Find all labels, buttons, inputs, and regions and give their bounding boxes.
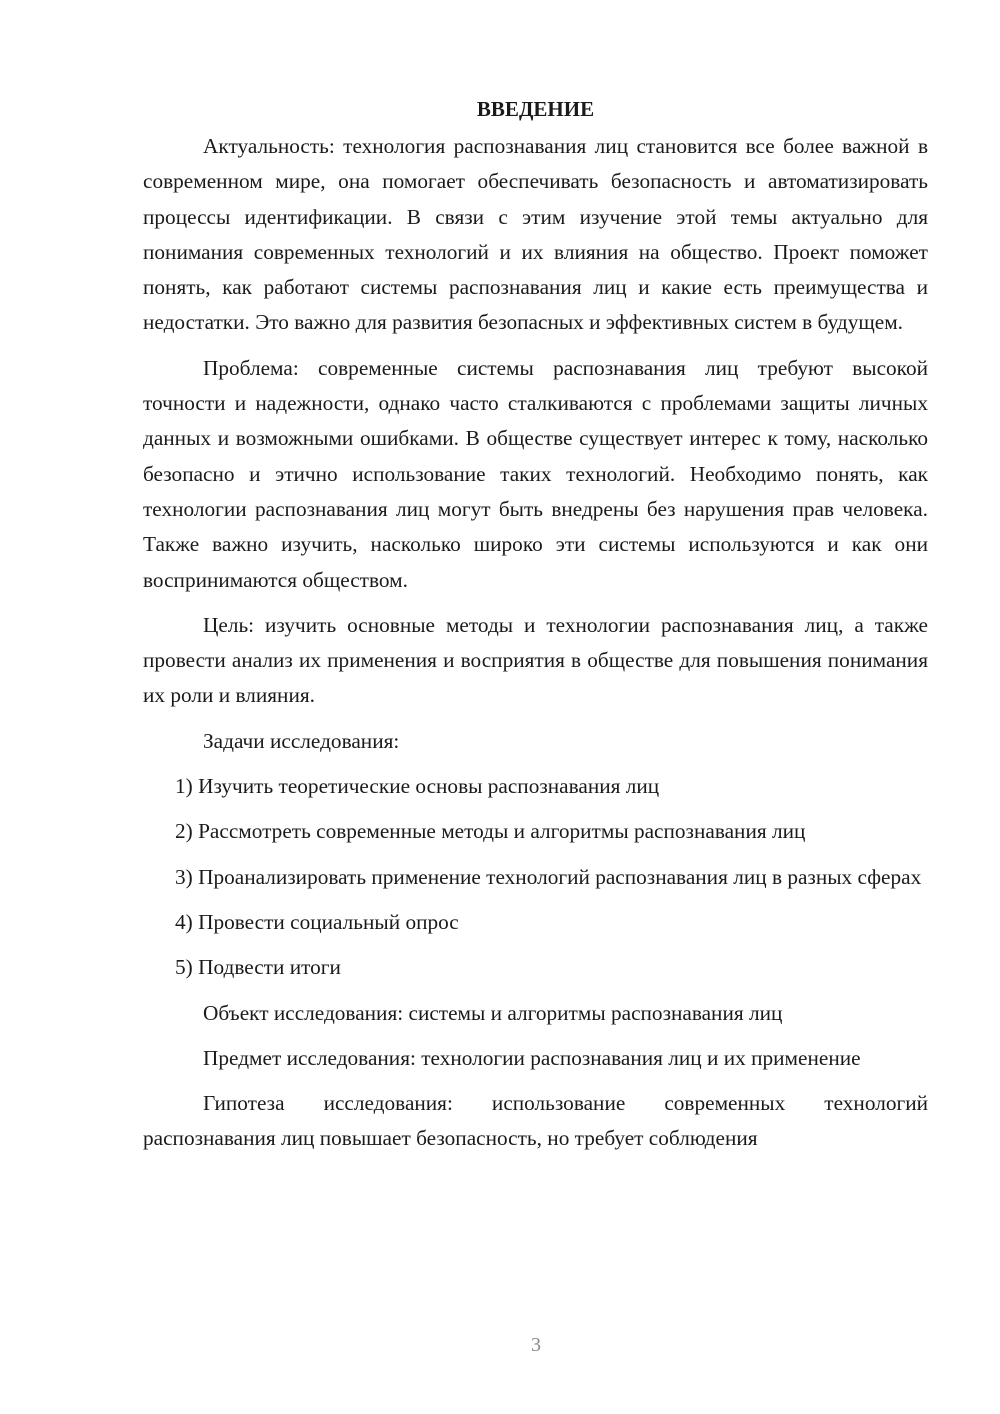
page-title: ВВЕДЕНИЕ xyxy=(476,97,595,121)
document-page xyxy=(143,92,928,1167)
task-item-5: 5) Подвести итоги xyxy=(175,955,341,980)
paragraph-problem: Проблема: современные системы распознавания лиц требуют высокой точности и надежности, однако часто сталкиваются с проблемами защиты личных данных и возможными ошибками. В обществе существует интерес к тому, насколько безопасно и этично использование таких технологий. Необходимо понять, как технологии распознавания лиц могут быть внедрены без нарушения прав человека. Также важно изучить, насколько широко эти системы используются и как они воспринимаются обществом. xyxy=(143,355,928,592)
task-item-3: 3) Проанализировать применение технологий распознавания лиц в разных сферах xyxy=(175,864,922,889)
paragraph-goal: Цель: изучить основные методы и технологии распознавания лиц, а также провести анализ их применения и восприятия в обществе для повышения понимания их роли и влияния. xyxy=(143,612,928,708)
paragraph-subject: Предмет исследования: технологии распознавания лиц и их применение xyxy=(203,1045,861,1070)
paragraph-relevance: Актуальность: технология распознавания лиц становится все более важной в современном мире, она помогает обеспечивать безопасность и автоматизировать процессы идентификации. В связи с этим изучение этой темы актуально для понимания современных технологий и их влияния на общество. Проект поможет понять, как работают системы распознавания лиц и какие есть преимущества и недостатки. Это важно для развития безопасных и эффективных систем в будущем. xyxy=(143,134,928,335)
task-item-4: 4) Провести социальный опрос xyxy=(175,909,459,934)
paragraph-hypothesis: Гипотеза исследования: использование современных технологий распознавания лиц повышает безопасность, но требует соблюдения xyxy=(143,1091,928,1151)
tasks-heading: Задачи исследования: xyxy=(203,728,400,753)
task-item-2: 2) Рассмотреть современные методы и алгоритмы распознавания лиц xyxy=(175,819,806,844)
task-item-1: 1) Изучить теоретические основы распознавания лиц xyxy=(175,774,660,799)
paragraph-object: Объект исследования: системы и алгоритмы распознавания лиц xyxy=(203,1000,783,1025)
page-number: 3 xyxy=(531,1334,541,1356)
